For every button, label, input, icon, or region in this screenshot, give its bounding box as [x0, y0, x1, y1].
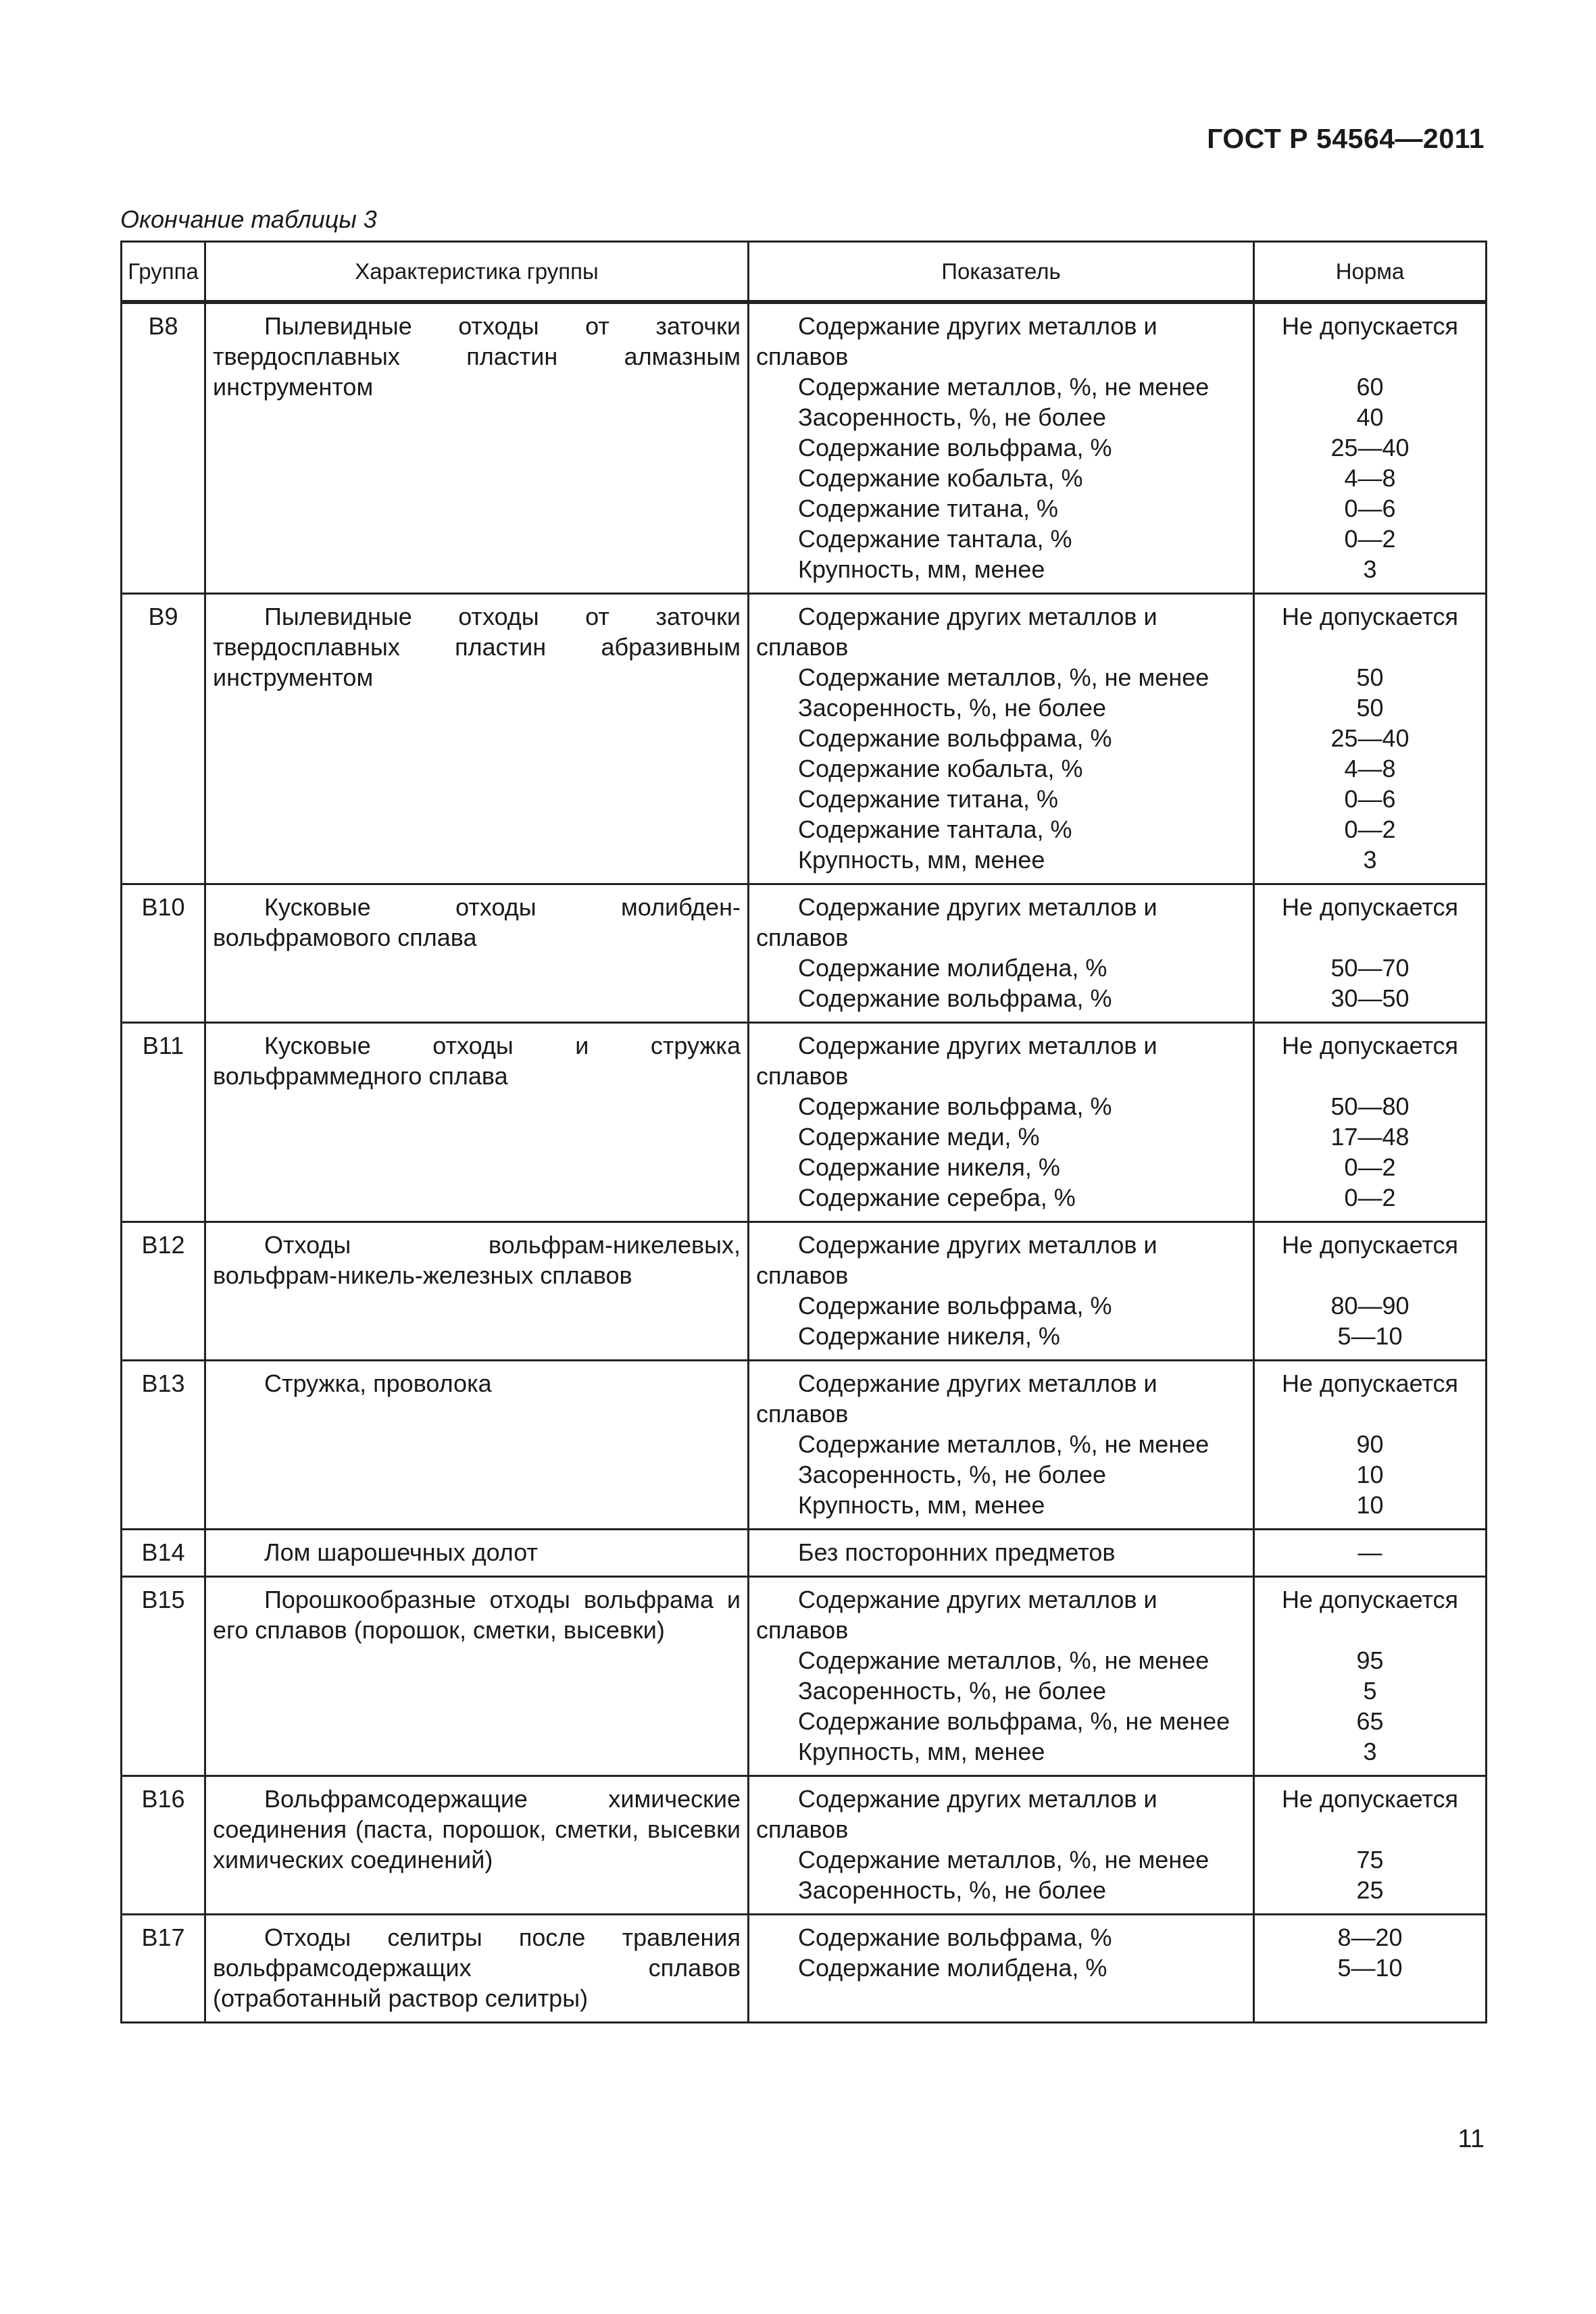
group-characteristic: Отходы вольфрам-никелевых, вольфрам-никель-железных сплавов: [205, 1222, 749, 1361]
norm-value: Не допускается: [1281, 893, 1459, 921]
indicator: Содержание других металлов и сплавов: [756, 312, 1157, 370]
header-characteristic: Характеристика группы: [205, 242, 749, 303]
table-body: [122, 302, 1487, 2023]
norm-value: 95: [1356, 1646, 1384, 1674]
group-code: В10: [122, 884, 205, 1023]
norm-cell: [1254, 1222, 1487, 1361]
norm-value: 25—40: [1330, 724, 1410, 752]
group-characteristic: Кусковые отходы молибден-вольфрамового сплава: [205, 884, 749, 1023]
indicator: Содержание вольфрама, %: [798, 1292, 1112, 1319]
indicator-cell: [749, 1530, 1254, 1577]
norm-value: 5—10: [1337, 1954, 1403, 1982]
group-code: В14: [122, 1530, 205, 1577]
indicator: Содержание других металлов и сплавов: [756, 1032, 1157, 1090]
indicator: Содержание других металлов и сплавов: [756, 1586, 1157, 1644]
norm-value: 40: [1356, 403, 1384, 431]
header-norm: Норма: [1254, 242, 1487, 303]
indicator: Содержание других металлов и сплавов: [756, 1231, 1157, 1289]
group-code: В12: [122, 1222, 205, 1361]
indicator-cell: [749, 1222, 1254, 1361]
norm-value: 10: [1356, 1461, 1384, 1488]
norm-value: Не допускается: [1281, 312, 1459, 340]
indicator: Засоренность, %, не более: [798, 1461, 1107, 1488]
indicator: Крупность, мм, менее: [798, 1491, 1045, 1519]
group-code: В13: [122, 1361, 205, 1530]
indicator: Крупность, мм, менее: [798, 555, 1045, 583]
norm-value: 8—20: [1337, 1923, 1403, 1951]
norm-spacer: [1262, 922, 1478, 953]
indicator: Крупность, мм, менее: [798, 846, 1045, 874]
group-characteristic: Пылевидные отходы от заточки твердосплавных пластин абразивным инструментом: [205, 594, 749, 884]
norm-cell: [1254, 1361, 1487, 1530]
indicator: Содержание молибдена, %: [798, 954, 1107, 982]
indicator-cell: [749, 1776, 1254, 1915]
norm-cell: [1254, 594, 1487, 884]
norm-value: Не допускается: [1281, 1032, 1459, 1059]
norm-cell: [1254, 302, 1487, 594]
header-indicator: Показатель: [749, 242, 1254, 303]
norm-value: 0—2: [1344, 1153, 1396, 1181]
indicator: Содержание титана, %: [798, 495, 1059, 522]
indicator: Содержание других металлов и сплавов: [756, 1369, 1157, 1428]
group-code: В15: [122, 1577, 205, 1776]
indicator: Содержание вольфрама, %: [798, 1092, 1112, 1120]
indicator-cell: [749, 594, 1254, 884]
norm-value: 10: [1356, 1491, 1384, 1519]
norm-value: 0—6: [1344, 785, 1396, 813]
indicator: Содержание тантала, %: [798, 525, 1072, 553]
indicator: Содержание кобальта, %: [798, 464, 1083, 492]
norm-value: 50: [1356, 663, 1384, 691]
document-code: ГОСТ Р 54564—2011: [1207, 123, 1485, 154]
norm-value: 0—2: [1344, 815, 1396, 843]
indicator: Содержание других металлов и сплавов: [756, 893, 1157, 951]
table-row: [122, 302, 1487, 594]
norm-value: Не допускается: [1281, 1231, 1459, 1259]
group-code: В9: [122, 594, 205, 884]
norm-value: 80—90: [1330, 1292, 1410, 1319]
group-code: В17: [122, 1915, 205, 2023]
group-characteristic: Порошкообразные отходы вольфрама и его сплавов (порошок, сметки, высевки): [205, 1577, 749, 1776]
header-group: Группа: [122, 242, 205, 303]
group-characteristic: Лом шарошечных долот: [205, 1530, 749, 1577]
indicator: Содержание серебра, %: [798, 1184, 1076, 1211]
indicator: Содержание вольфрама, %: [798, 724, 1112, 752]
table-row: [122, 1776, 1487, 1915]
norm-value: Не допускается: [1281, 1586, 1459, 1613]
norm-value: Не допускается: [1281, 1369, 1459, 1397]
norm-value: 3: [1363, 555, 1377, 583]
indicator: Содержание других металлов и сплавов: [756, 1785, 1157, 1843]
norm-value: 0—2: [1344, 1184, 1396, 1211]
norm-value: 4—8: [1344, 755, 1396, 782]
norm-value: 50: [1356, 694, 1384, 722]
norm-value: Не допускается: [1281, 603, 1459, 630]
norm-spacer: [1262, 1260, 1478, 1290]
table-row: [122, 1577, 1487, 1776]
norm-value: —: [1357, 1538, 1382, 1566]
indicator-cell: [749, 1915, 1254, 2023]
group-characteristic: Кусковые отходы и стружка вольфраммедного сплава: [205, 1023, 749, 1222]
norm-spacer: [1262, 1061, 1478, 1091]
indicator-cell: [749, 302, 1254, 594]
standards-table: [120, 241, 1487, 2023]
indicator: Содержание тантала, %: [798, 815, 1072, 843]
norm-cell: [1254, 1776, 1487, 1915]
indicator: Содержание металлов, %, не менее: [798, 1846, 1210, 1873]
indicator-cell: [749, 884, 1254, 1023]
table-row: [122, 594, 1487, 884]
indicator: Содержание вольфрама, %: [798, 1923, 1112, 1951]
indicator: Содержание других металлов и сплавов: [756, 603, 1157, 661]
table-row: [122, 1915, 1487, 2023]
norm-cell: [1254, 1915, 1487, 2023]
table-row: [122, 1361, 1487, 1530]
table-row: [122, 1530, 1487, 1577]
norm-spacer: [1262, 1615, 1478, 1645]
indicator: Крупность, мм, менее: [798, 1738, 1045, 1765]
table-row: [122, 884, 1487, 1023]
norm-value: 17—48: [1330, 1123, 1410, 1151]
norm-value: 0—6: [1344, 495, 1396, 522]
norm-value: 60: [1356, 373, 1384, 401]
indicator: Засоренность, %, не более: [798, 1677, 1107, 1705]
indicator: Содержание вольфрама, %, не менее: [798, 1707, 1230, 1735]
indicator: Содержание металлов, %, не менее: [798, 373, 1210, 401]
indicator-cell: [749, 1577, 1254, 1776]
group-code: В8: [122, 302, 205, 594]
indicator: Содержание никеля, %: [798, 1153, 1060, 1181]
norm-value: 75: [1356, 1846, 1384, 1873]
indicator: Содержание вольфрама, %: [798, 434, 1112, 461]
norm-value: 25—40: [1330, 434, 1410, 461]
norm-cell: [1254, 1023, 1487, 1222]
norm-spacer: [1262, 341, 1478, 372]
group-characteristic: Отходы селитры после травления вольфрамсодержащих сплавов (отработанный раствор селитры): [205, 1915, 749, 2023]
norm-spacer: [1262, 632, 1478, 662]
norm-value: Не допускается: [1281, 1785, 1459, 1813]
group-code: В11: [122, 1023, 205, 1222]
norm-value: 90: [1356, 1430, 1384, 1458]
indicator: Содержание металлов, %, не менее: [798, 663, 1210, 691]
indicator: Содержание металлов, %, не менее: [798, 1430, 1210, 1458]
norm-value: 50—70: [1330, 954, 1410, 982]
indicator: Содержание никеля, %: [798, 1322, 1060, 1350]
group-characteristic: Вольфрамсодержащие химические соединения (паста, порошок, сметки, высевки химических соединений): [205, 1776, 749, 1915]
norm-spacer: [1262, 1814, 1478, 1844]
norm-value: 5: [1363, 1677, 1377, 1705]
indicator-cell: [749, 1023, 1254, 1222]
group-characteristic: Стружка, проволока: [205, 1361, 749, 1530]
indicator-cell: [749, 1361, 1254, 1530]
norm-value: 30—50: [1330, 984, 1410, 1012]
norm-value: 4—8: [1344, 464, 1396, 492]
norm-value: 3: [1363, 846, 1377, 874]
table-row: [122, 1222, 1487, 1361]
norm-value: 0—2: [1344, 525, 1396, 553]
indicator: Без посторонних предметов: [798, 1538, 1116, 1566]
indicator: Содержание молибдена, %: [798, 1954, 1107, 1982]
table-header-row: [122, 242, 1487, 303]
norm-cell: [1254, 1577, 1487, 1776]
group-characteristic: Пылевидные отходы от заточки твердосплавных пластин алмазным инструментом: [205, 302, 749, 594]
indicator: Содержание меди, %: [798, 1123, 1040, 1151]
group-code: В16: [122, 1776, 205, 1915]
indicator: Засоренность, %, не более: [798, 1876, 1107, 1904]
norm-spacer: [1262, 1399, 1478, 1429]
norm-cell: [1254, 884, 1487, 1023]
indicator: Засоренность, %, не более: [798, 403, 1107, 431]
norm-value: 5—10: [1337, 1322, 1403, 1350]
indicator: Содержание металлов, %, не менее: [798, 1646, 1210, 1674]
norm-value: 25: [1356, 1876, 1384, 1904]
norm-value: 3: [1363, 1738, 1377, 1765]
table-row: [122, 1023, 1487, 1222]
indicator: Содержание вольфрама, %: [798, 984, 1112, 1012]
indicator: Содержание титана, %: [798, 785, 1059, 813]
page-number: 11: [1457, 2125, 1485, 2153]
indicator: Содержание кобальта, %: [798, 755, 1083, 782]
table-caption: Окончание таблицы 3: [120, 205, 377, 233]
indicator: Засоренность, %, не более: [798, 694, 1107, 722]
norm-value: 65: [1356, 1707, 1384, 1735]
norm-cell: [1254, 1530, 1487, 1577]
norm-value: 50—80: [1330, 1092, 1410, 1120]
